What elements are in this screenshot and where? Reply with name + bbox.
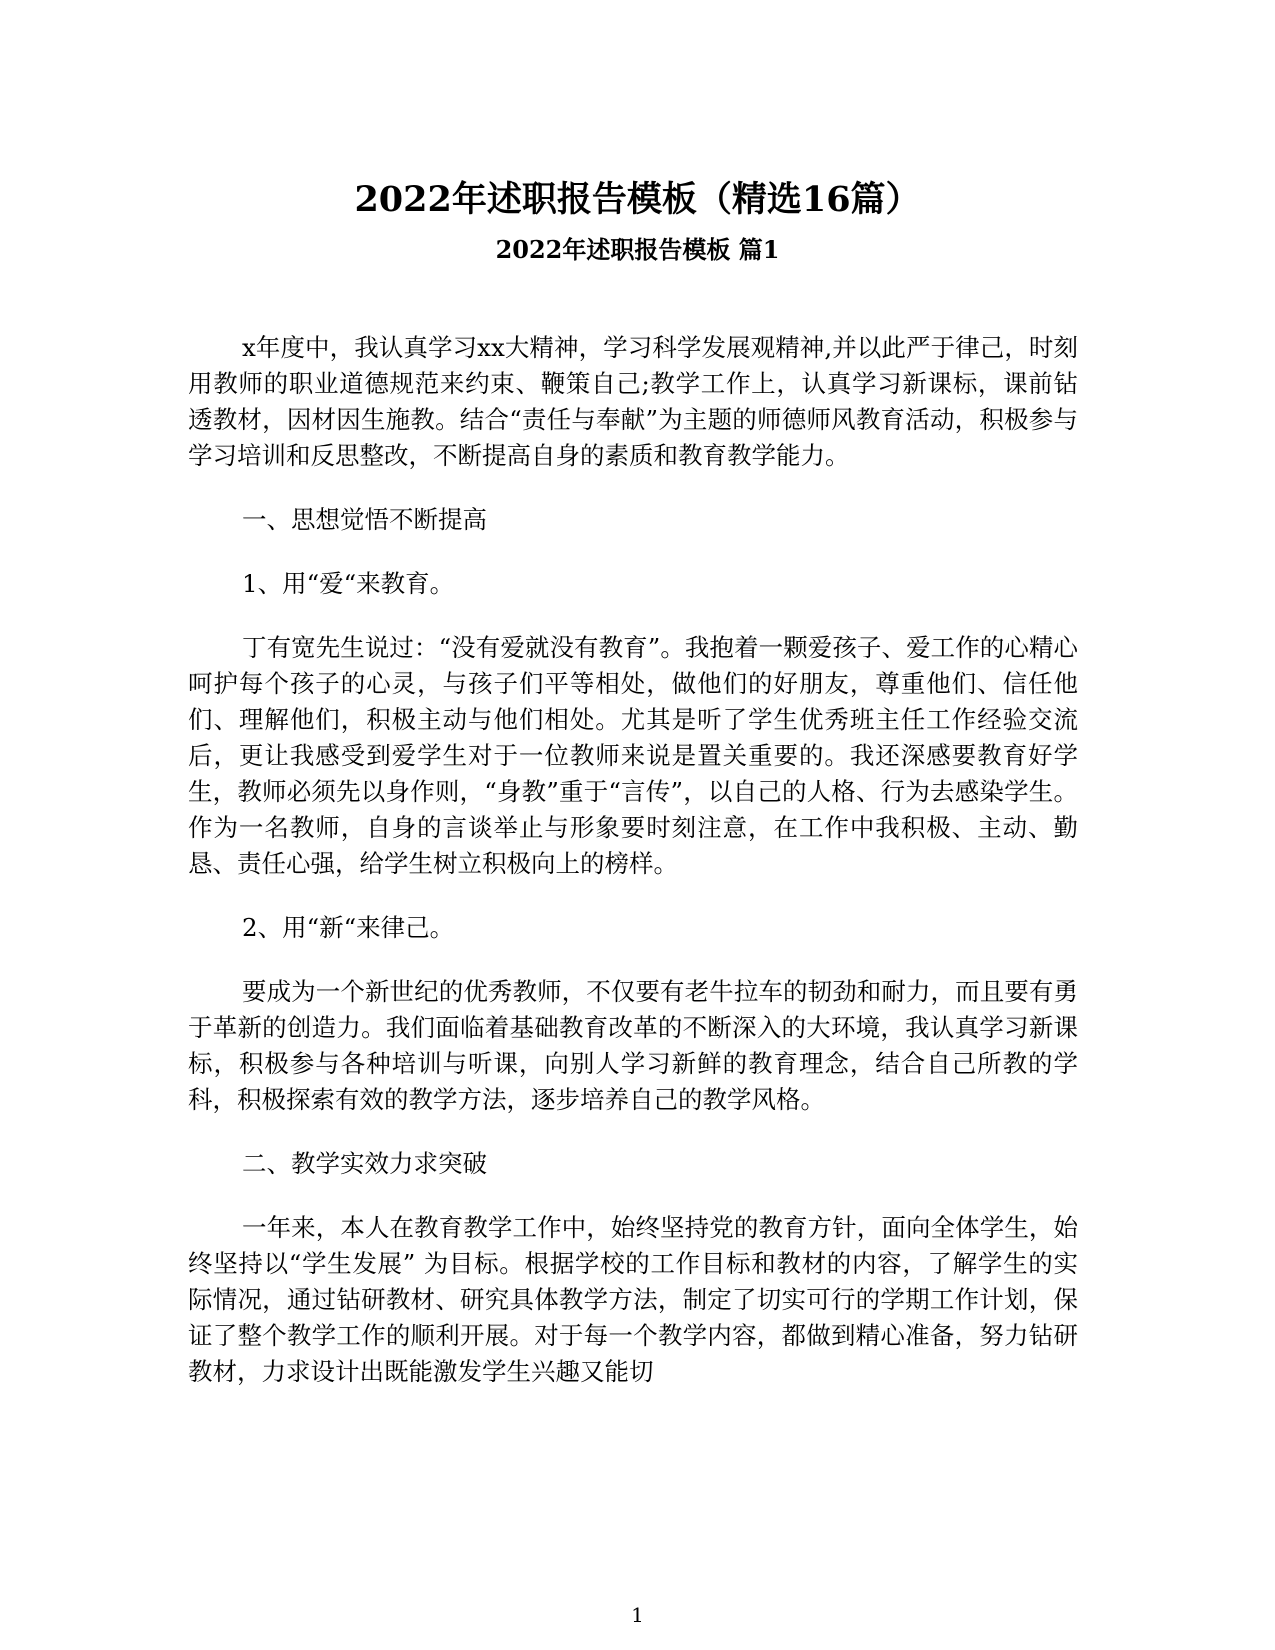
document-body [188,330,1078,1418]
heading-subsection-2: 2、用“新“来律己。 [242,913,455,942]
paragraph-love-education: 丁有宽先生说过：“没有爱就没有教育”。我抱着一颗爱孩子、爱工作的心精心呵护每个孩子的心灵，与孩子们平等相处，做他们的好朋友，尊重他们、信任他们、理解他们，积极主动与他们相处。尤其是听了学生优秀班主任工作经验交流后，更让我感受到爱学生对于一位教师来说是置关重要的。我还深感要教育好学生，教师必须先以身作则，“身教”重于“言传”，以自己的人格、行为去感染学生。作为一名教师，自身的言谈举止与形象要时刻注意，在工作中我积极、主动、勤恳、责任心强，给学生树立积极向上的榜样。 [188,633,1078,878]
document-title: 2022年述职报告模板（精选16篇） [354,179,921,220]
section-subtitle: 2022年述职报告模板 篇1 [495,235,780,264]
paragraph-intro: x年度中，我认真学习xx大精神，学习科学发展观精神,并以此严于律己，时刻用教师的职业道德规范来约束、鞭策自己;教学工作上，认真学习新课标，课前钻透教材，因材因生施教。结合“责任与奉献”为主题的师德师风教育活动，积极参与学习培训和反思整改，不断提高自身的素质和教育教学能力。 [188,333,1078,470]
paragraph-self-discipline: 要成为一个新世纪的优秀教师，不仅要有老牛拉车的韧劲和耐力，而且要有勇于革新的创造力。我们面临着基础教育改革的不断深入的大环境，我认真学习新课标，积极参与各种培训与听课，向别人学习新鲜的教育理念，结合自己所教的学科，积极探索有效的教学方法，逐步培养自己的教学风格。 [188,977,1078,1114]
page-number: 1 [631,1603,644,1627]
heading-subsection-1: 1、用“爱“来教育。 [242,569,455,598]
paragraph-teaching: 一年来，本人在教育教学工作中，始终坚持党的教育方针，面向全体学生，始终坚持以“学生发展” 为目标。根据学校的工作目标和教材的内容，了解学生的实际情况，通过钻研教材、研究具体教学方法，制定了切实可行的学期工作计划，保证了整个教学工作的顺利开展。对于每一个教学内容，都做到精心准备，努力钻研教材，力求设计出既能激发学生兴趣又能切 [188,1213,1078,1386]
heading-section-2: 二、教学实效力求突破 [242,1149,487,1178]
heading-section-1: 一、思想觉悟不断提高 [242,505,487,534]
